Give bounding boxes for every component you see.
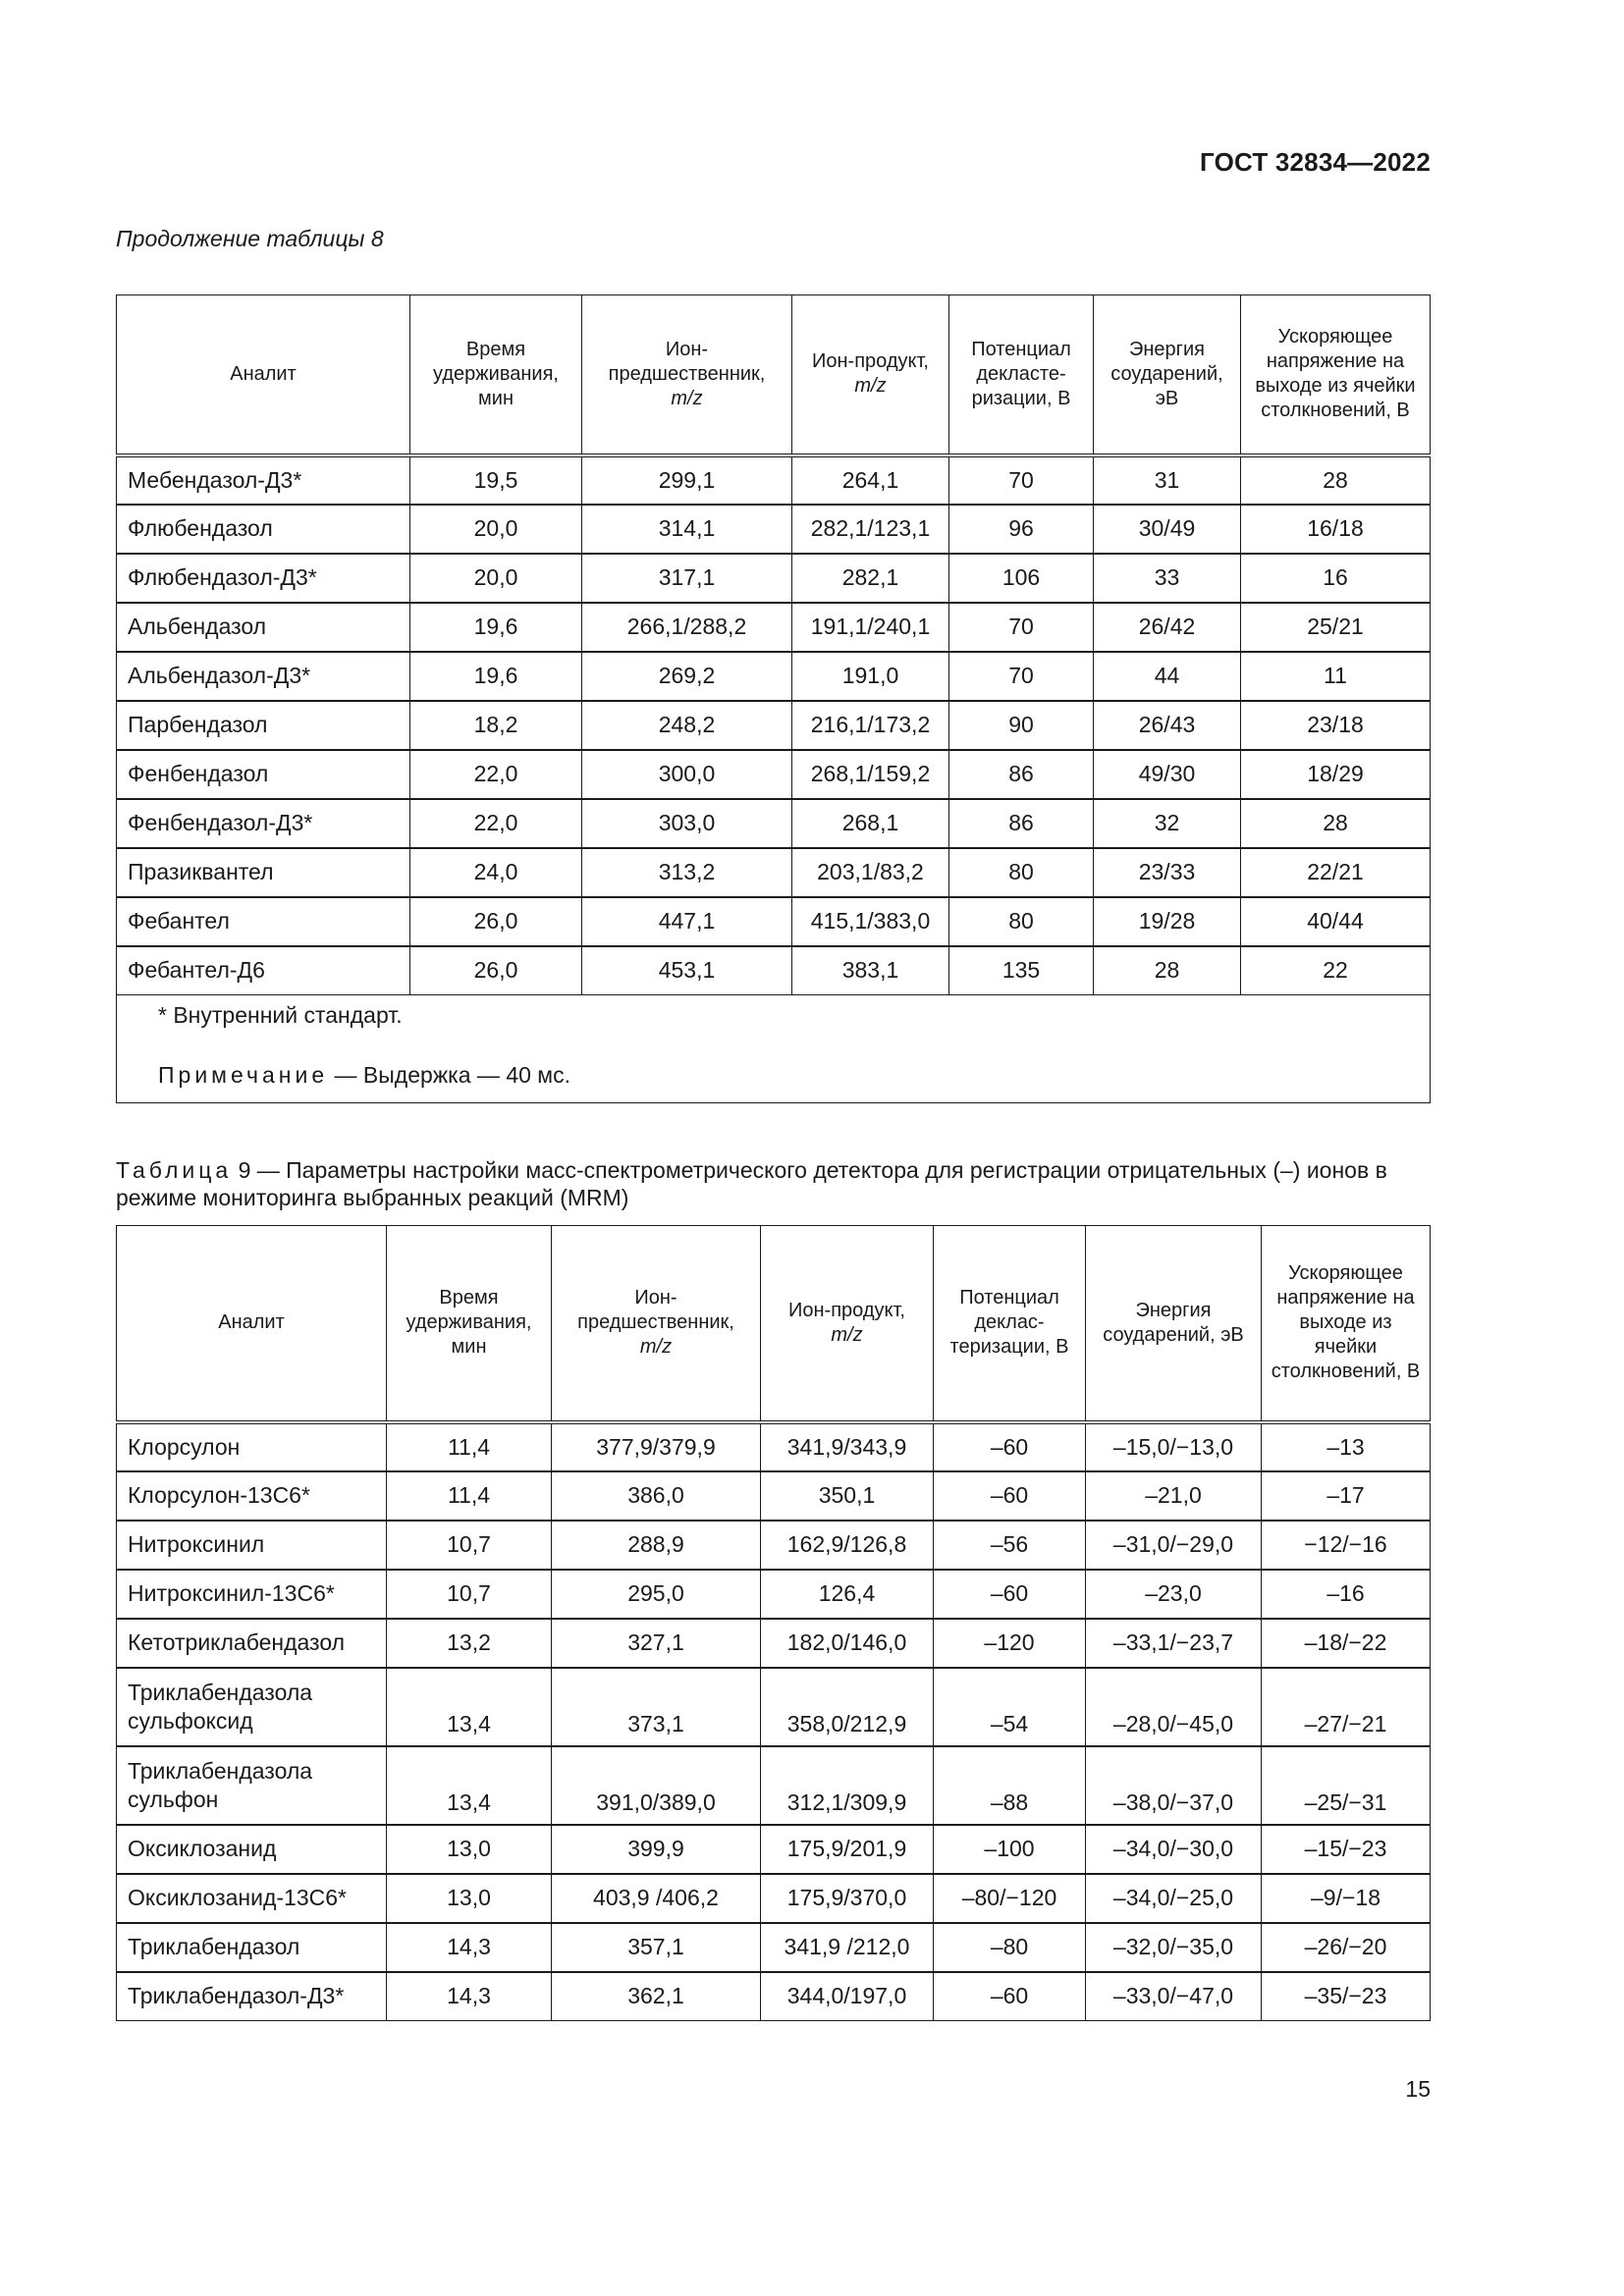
column-header-unit: m/z [831,1323,863,1346]
value-cell: 317,1 [582,554,792,603]
document-code: ГОСТ 32834—2022 [1200,147,1431,177]
table-row [117,750,1431,799]
value-cell: 70 [949,603,1094,652]
column-header-unit: m/z [639,1336,673,1359]
value-cell: 216,1/173,2 [792,701,949,750]
value-cell: 26/42 [1094,603,1241,652]
value-cell: 13,0 [387,1825,552,1874]
value-cell: 191,1/240,1 [792,603,949,652]
value-cell: 447,1 [582,897,792,946]
value-cell: –21,0 [1086,1471,1262,1521]
value-cell: 299,1 [582,455,792,505]
value-cell: 40/44 [1241,897,1431,946]
value-cell: 106 [949,554,1094,603]
value-cell: 453,1 [582,946,792,995]
analyte-cell: Клорсулон-13С6* [117,1471,387,1521]
value-cell: 11 [1241,652,1431,701]
value-cell: 22,0 [410,750,582,799]
value-cell: 16/18 [1241,505,1431,554]
value-cell: –34,0/−25,0 [1086,1874,1262,1923]
value-cell: 182,0/146,0 [761,1619,934,1668]
value-cell: 341,9 /212,0 [761,1923,934,1972]
table-8 [116,294,1431,1103]
table-row [117,1570,1431,1619]
table-row [117,1746,1431,1825]
value-cell: –31,0/−29,0 [1086,1521,1262,1570]
value-cell: 70 [949,455,1094,505]
value-cell: 16 [1241,554,1431,603]
value-cell: 86 [949,799,1094,848]
analyte-cell: Фебантел-Д6 [117,946,410,995]
value-cell: 31 [1094,455,1241,505]
value-cell: –25/−31 [1262,1746,1431,1825]
column-header-label: Ион-предшественник, [577,1287,734,1334]
value-cell: –120 [934,1619,1086,1668]
table9-title [116,1156,1430,1211]
column-header-unit: m/z [854,375,887,398]
value-cell: 344,0/197,0 [761,1972,934,2021]
value-cell: 10,7 [387,1521,552,1570]
value-cell: 314,1 [582,505,792,554]
column-header-label: Потенциал деклас-теризации, В [949,1287,1069,1359]
value-cell: –56 [934,1521,1086,1570]
table-row [117,1521,1431,1570]
value-cell: –33,1/−23,7 [1086,1619,1262,1668]
analyte-cell: Флюбендазол [117,505,410,554]
value-cell: –15/−23 [1262,1825,1431,1874]
value-cell: 26,0 [410,946,582,995]
analyte-cell: Празиквантел [117,848,410,897]
value-cell: 313,2 [582,848,792,897]
value-cell: 415,1/383,0 [792,897,949,946]
value-cell: 399,9 [552,1825,761,1874]
value-cell: 96 [949,505,1094,554]
analyte-cell: Оксиклозанид-13С6* [117,1874,387,1923]
value-cell: 13,4 [387,1668,552,1746]
table-9 [116,1225,1431,2021]
value-cell: –60 [934,1422,1086,1471]
column-header [792,295,949,455]
value-cell: 162,9/126,8 [761,1521,934,1570]
value-cell: 23/18 [1241,701,1431,750]
value-cell: 11,4 [387,1471,552,1521]
value-cell: –33,0/−47,0 [1086,1972,1262,2021]
column-header-unit: m/z [671,387,703,409]
table-row [117,1619,1431,1668]
value-cell: –9/−18 [1262,1874,1431,1923]
table-row [117,652,1431,701]
value-cell: –60 [934,1972,1086,2021]
column-header-label: Время удерживания, мин [433,338,559,409]
table-row [117,1874,1431,1923]
value-cell: 26/43 [1094,701,1241,750]
column-header-label: Ион-продукт, [812,350,929,373]
note [158,1061,1388,1089]
value-cell: 30/49 [1094,505,1241,554]
value-cell: 135 [949,946,1094,995]
value-cell: 341,9/343,9 [761,1422,934,1471]
value-cell: 383,1 [792,946,949,995]
column-header [552,1226,761,1422]
value-cell: –16 [1262,1570,1431,1619]
value-cell: 350,1 [761,1471,934,1521]
column-header [934,1226,1086,1422]
analyte-cell: Флюбендазол-Д3* [117,554,410,603]
analyte-cell: Нитроксинил-13С6* [117,1570,387,1619]
table-row [117,946,1431,995]
value-cell: –54 [934,1668,1086,1746]
table-row [117,897,1431,946]
table-row [117,1471,1431,1521]
value-cell: 269,2 [582,652,792,701]
analyte-cell: Альбендазол-Д3* [117,652,410,701]
value-cell: 175,9/201,9 [761,1825,934,1874]
value-cell: 22 [1241,946,1431,995]
value-cell: –17 [1262,1471,1431,1521]
column-header [1262,1226,1431,1422]
value-cell: –88 [934,1746,1086,1825]
value-cell: 126,4 [761,1570,934,1619]
table-row [117,505,1431,554]
column-header [761,1226,934,1422]
value-cell: 28 [1094,946,1241,995]
analyte-cell: Триклабендазол-Д3* [117,1972,387,2021]
table-row [117,799,1431,848]
column-header-label: Ускоряющее напряжение на выходе из ячейки столкновений, В [1271,1262,1421,1383]
value-cell: 312,1/309,9 [761,1746,934,1825]
column-header [1086,1226,1262,1422]
table8-body [117,455,1431,1103]
value-cell: 28 [1241,455,1431,505]
analyte-cell: Кетотриклабендазол [117,1619,387,1668]
value-cell: 11,4 [387,1422,552,1471]
value-cell: 19/28 [1094,897,1241,946]
value-cell: –34,0/−30,0 [1086,1825,1262,1874]
table-row [117,1923,1431,1972]
analyte-cell: Оксиклозанид [117,1825,387,1874]
value-cell: 20,0 [410,505,582,554]
table-row [117,455,1431,505]
value-cell: 191,0 [792,652,949,701]
column-header-label: Ион-предшественник, [608,338,766,385]
value-cell: –27/−21 [1262,1668,1431,1746]
column-header [117,295,410,455]
value-cell: –38,0/−37,0 [1086,1746,1262,1825]
table-row [117,554,1431,603]
value-cell: 282,1 [792,554,949,603]
page-number: 15 [1405,2076,1431,2102]
value-cell: 19,5 [410,455,582,505]
value-cell: 70 [949,652,1094,701]
table-row [117,848,1431,897]
value-cell: 303,0 [582,799,792,848]
value-cell: 362,1 [552,1972,761,2021]
value-cell: 288,9 [552,1521,761,1570]
value-cell: 358,0/212,9 [761,1668,934,1746]
table8-continuation-caption: Продолжение таблицы 8 [116,226,384,251]
value-cell: 23/33 [1094,848,1241,897]
analyte-cell: Парбендазол [117,701,410,750]
value-cell: 386,0 [552,1471,761,1521]
column-header [1094,295,1241,455]
value-cell: 20,0 [410,554,582,603]
value-cell: 33 [1094,554,1241,603]
analyte-cell: Мебендазол-Д3* [117,455,410,505]
value-cell: 80 [949,848,1094,897]
value-cell: 391,0/389,0 [552,1746,761,1825]
value-cell: 357,1 [552,1923,761,1972]
value-cell: –23,0 [1086,1570,1262,1619]
value-cell: –28,0/−45,0 [1086,1668,1262,1746]
column-header-label: Ускоряющее напряжение на выходе из ячейки столкновений, В [1255,326,1416,422]
footnote: * Внутренний стандарт. [158,1002,403,1028]
value-cell: 28 [1241,799,1431,848]
value-cell: 268,1 [792,799,949,848]
value-cell: –32,0/−35,0 [1086,1923,1262,1972]
value-cell: 18/29 [1241,750,1431,799]
table8-notes [117,995,1431,1103]
table9-title-label: Таблица [116,1157,233,1183]
value-cell: –26/−20 [1262,1923,1431,1972]
value-cell: 19,6 [410,652,582,701]
value-cell: 264,1 [792,455,949,505]
value-cell: 25/21 [1241,603,1431,652]
analyte-cell: Триклабендазол [117,1923,387,1972]
value-cell: 268,1/159,2 [792,750,949,799]
value-cell: 248,2 [582,701,792,750]
column-header-label: Потенциал декласте-ризации, В [971,338,1071,409]
column-header [410,295,582,455]
column-header-label: Энергия соударений, эВ [1110,338,1223,409]
analyte-cell: Фебантел [117,897,410,946]
value-cell: 300,0 [582,750,792,799]
value-cell: 373,1 [552,1668,761,1746]
table9-body [117,1422,1431,2021]
analyte-cell: Нитроксинил [117,1521,387,1570]
analyte-cell: Альбендазол [117,603,410,652]
value-cell: 19,6 [410,603,582,652]
note-text: — Выдержка — 40 мс. [328,1062,570,1088]
value-cell: –60 [934,1471,1086,1521]
table-row [117,1422,1431,1471]
column-header-label: Ион-продукт, [788,1299,905,1321]
value-cell: 90 [949,701,1094,750]
value-cell: –60 [934,1570,1086,1619]
value-cell: 175,9/370,0 [761,1874,934,1923]
value-cell: 26,0 [410,897,582,946]
value-cell: –80 [934,1923,1086,1972]
column-header [117,1226,387,1422]
value-cell: 327,1 [552,1619,761,1668]
value-cell: 22,0 [410,799,582,848]
value-cell: 32 [1094,799,1241,848]
value-cell: 49/30 [1094,750,1241,799]
value-cell: 295,0 [552,1570,761,1619]
value-cell: –100 [934,1825,1086,1874]
value-cell: 86 [949,750,1094,799]
table-row [117,1972,1431,2021]
column-header-label: Энергия соударений, эВ [1103,1299,1244,1346]
value-cell: 10,7 [387,1570,552,1619]
table9-title-text: 9 — Параметры настройки масс-спектрометрического детектора для регистрации отрицательных (–) ионов в режиме мониторинга выбранных реакций (MRM) [116,1157,1387,1210]
table8-header [117,295,1431,455]
column-header [387,1226,552,1422]
value-cell: –80/−120 [934,1874,1086,1923]
analyte-cell: Фенбендазол-Д3* [117,799,410,848]
note-label: Примечание [158,1062,329,1088]
column-header [1241,295,1431,455]
value-cell: 14,3 [387,1923,552,1972]
column-header [582,295,792,455]
column-header-label: Аналит [230,362,297,385]
value-cell: 18,2 [410,701,582,750]
value-cell: –13 [1262,1422,1431,1471]
table-row [117,603,1431,652]
value-cell: 266,1/288,2 [582,603,792,652]
value-cell: –35/−23 [1262,1972,1431,2021]
table-row [117,1825,1431,1874]
value-cell: 24,0 [410,848,582,897]
column-header [949,295,1094,455]
value-cell: 403,9 /406,2 [552,1874,761,1923]
table9-header [117,1226,1431,1422]
table-row [117,701,1431,750]
value-cell: −12/−16 [1262,1521,1431,1570]
value-cell: 203,1/83,2 [792,848,949,897]
analyte-cell: Триклабендазола сульфоксид [117,1668,387,1746]
column-header-label: Аналит [218,1311,285,1334]
value-cell: 80 [949,897,1094,946]
analyte-cell: Триклабендазола сульфон [117,1746,387,1825]
table-row [117,1668,1431,1746]
value-cell: 377,9/379,9 [552,1422,761,1471]
value-cell: 13,2 [387,1619,552,1668]
table8-footnote-row [117,995,1431,1103]
value-cell: 282,1/123,1 [792,505,949,554]
value-cell: 14,3 [387,1972,552,2021]
value-cell: –18/−22 [1262,1619,1431,1668]
value-cell: 13,0 [387,1874,552,1923]
analyte-cell: Фенбендазол [117,750,410,799]
value-cell: 13,4 [387,1746,552,1825]
value-cell: 22/21 [1241,848,1431,897]
analyte-cell: Клорсулон [117,1422,387,1471]
value-cell: 44 [1094,652,1241,701]
value-cell: –15,0/−13,0 [1086,1422,1262,1471]
column-header-label: Время удерживания, мин [406,1287,532,1359]
